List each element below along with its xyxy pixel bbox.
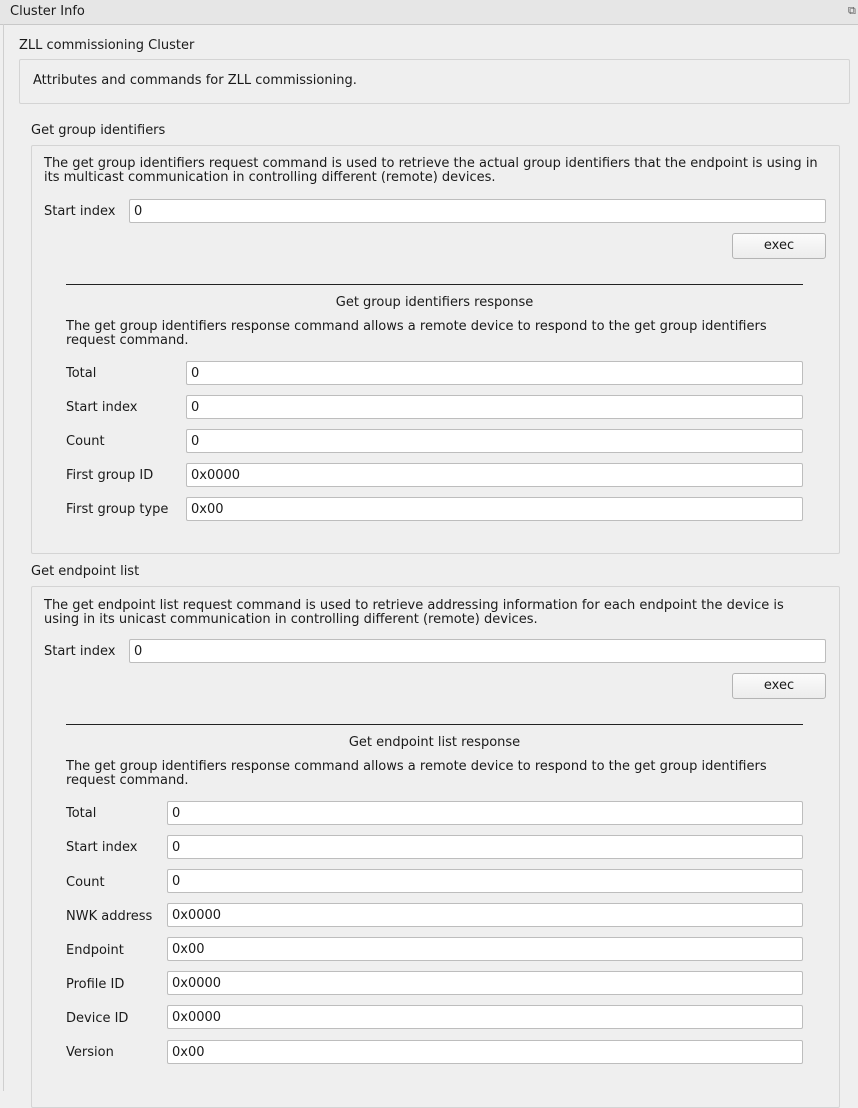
field-label-start-index: Start index — [66, 400, 138, 415]
field-input-nwk-address[interactable]: 0x0000 — [167, 903, 803, 927]
field-label-nwk-address: NWK address — [66, 909, 153, 924]
field-input-start-index[interactable]: 0 — [186, 395, 803, 419]
start-index-input[interactable]: 0 — [129, 199, 826, 223]
dock-title-bar — [0, 0, 858, 25]
field-input-profile-id[interactable]: 0x0000 — [167, 971, 803, 995]
command-title-get-group-identifiers: Get group identifiers — [31, 123, 166, 138]
field-input-start-index[interactable]: 0 — [167, 835, 803, 859]
response-title: Get endpoint list response — [348, 735, 521, 750]
response-description: The get group identifiers response command allows a remote device to respond to the get group identifiers request command. — [66, 319, 767, 348]
field-label-profile-id: Profile ID — [66, 977, 125, 992]
response-title: Get group identifiers response — [335, 295, 534, 310]
cluster-description: Attributes and commands for ZLL commissioning. — [33, 73, 357, 88]
window-title: Cluster Info — [10, 4, 85, 19]
field-label-endpoint: Endpoint — [66, 943, 124, 958]
field-label-version: Version — [66, 1045, 114, 1060]
exec-button[interactable]: exec — [732, 673, 826, 699]
response-divider — [66, 284, 803, 285]
field-label-count: Count — [66, 875, 105, 890]
splitter-handle[interactable] — [3, 24, 4, 1091]
response-description: The get group identifiers response command allows a remote device to respond to the get group identifiers request command. — [66, 759, 767, 788]
cluster-description-box — [19, 59, 850, 104]
start-index-input[interactable]: 0 — [129, 639, 826, 663]
command-description: The get endpoint list request command is used to retrieve addressing information for each endpoint the device is using in its unicast communication in controlling different (remote) devices. — [44, 598, 784, 627]
field-label-total: Total — [66, 806, 97, 821]
start-index-label: Start index — [44, 644, 116, 659]
float-icon[interactable]: ⧉ — [848, 4, 856, 17]
cluster-name: ZLL commissioning Cluster — [19, 38, 195, 53]
command-title-get-endpoint-list: Get endpoint list — [31, 564, 140, 579]
field-input-first-group-type[interactable]: 0x00 — [186, 497, 803, 521]
field-label-total: Total — [66, 366, 97, 381]
field-label-start-index: Start index — [66, 840, 138, 855]
field-label-count: Count — [66, 434, 105, 449]
start-index-label: Start index — [44, 204, 116, 219]
field-input-first-group-id[interactable]: 0x0000 — [186, 463, 803, 487]
field-input-endpoint[interactable]: 0x00 — [167, 937, 803, 961]
field-input-device-id[interactable]: 0x0000 — [167, 1005, 803, 1029]
field-input-total[interactable]: 0 — [167, 801, 803, 825]
field-input-version[interactable]: 0x00 — [167, 1040, 803, 1064]
field-input-count[interactable]: 0 — [167, 869, 803, 893]
field-input-total[interactable]: 0 — [186, 361, 803, 385]
response-divider — [66, 724, 803, 725]
field-label-device-id: Device ID — [66, 1011, 129, 1026]
field-label-first-group-id: First group ID — [66, 468, 154, 483]
field-label-first-group-type: First group type — [66, 502, 169, 517]
exec-button[interactable]: exec — [732, 233, 826, 259]
command-description: The get group identifiers request command is used to retrieve the actual group identifiers that the endpoint is using in its multicast communication in controlling different (remote) devices. — [44, 156, 818, 185]
field-input-count[interactable]: 0 — [186, 429, 803, 453]
